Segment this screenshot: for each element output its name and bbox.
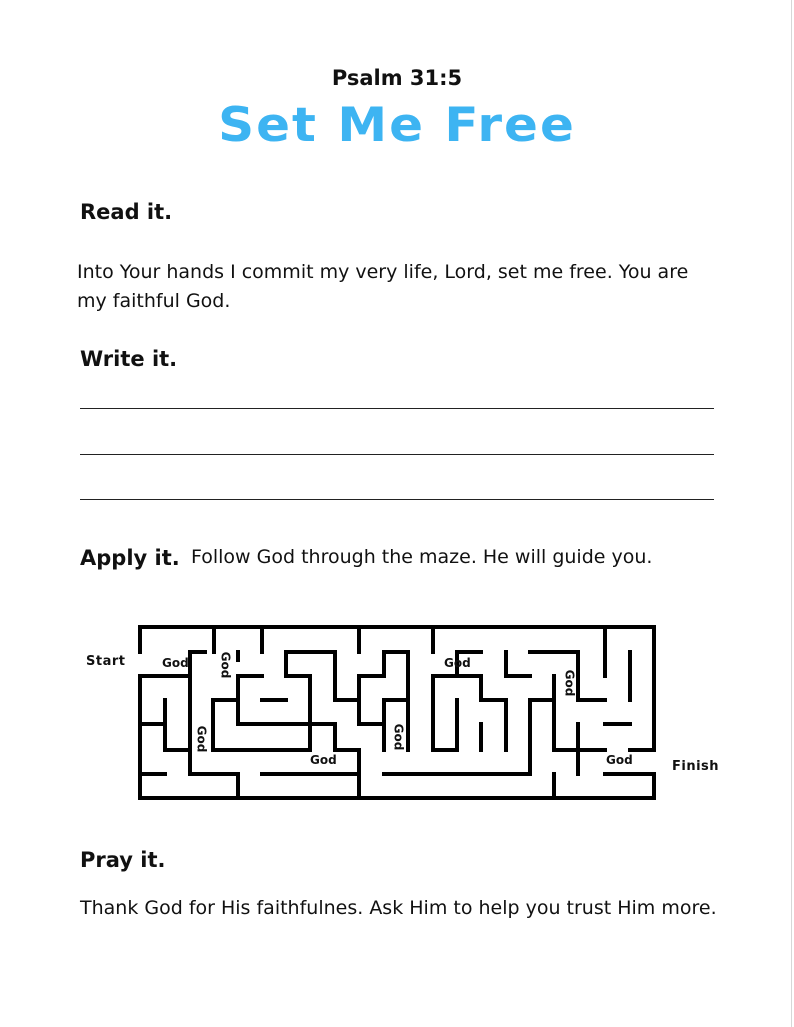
write-heading: Write it. <box>80 347 178 371</box>
maze-god-label: God <box>562 669 577 697</box>
maze-finish-label: Finish <box>672 759 720 774</box>
page-title: Set Me Free <box>218 97 576 153</box>
maze-god-label: God <box>194 725 209 753</box>
apply-instruction: Follow God through the maze. He will guide you. <box>191 546 653 568</box>
write-line-1[interactable] <box>80 408 714 409</box>
maze-god-label: God <box>310 753 337 767</box>
maze-god-label: God <box>162 656 189 670</box>
verse-text: Into Your hands I commit my very life, Lord, set me free. You are my faithful God. <box>77 261 689 312</box>
maze-god-label: God <box>444 656 471 670</box>
pray-heading: Pray it. <box>80 848 166 872</box>
maze-god-label: God <box>391 723 406 751</box>
apply-heading: Apply it. <box>80 546 180 570</box>
read-heading: Read it. <box>80 200 173 224</box>
page-edge-line <box>791 0 792 1027</box>
pray-text: Thank God for His faithfulnes. Ask Him to help you trust Him more. <box>80 897 717 919</box>
maze-god-label: God <box>606 753 633 767</box>
write-line-2[interactable] <box>80 454 714 455</box>
write-line-3[interactable] <box>80 499 714 500</box>
psalm-reference: Psalm 31:5 <box>331 66 463 90</box>
maze-start-label: Start <box>86 654 126 669</box>
maze-god-label: God <box>218 651 233 679</box>
